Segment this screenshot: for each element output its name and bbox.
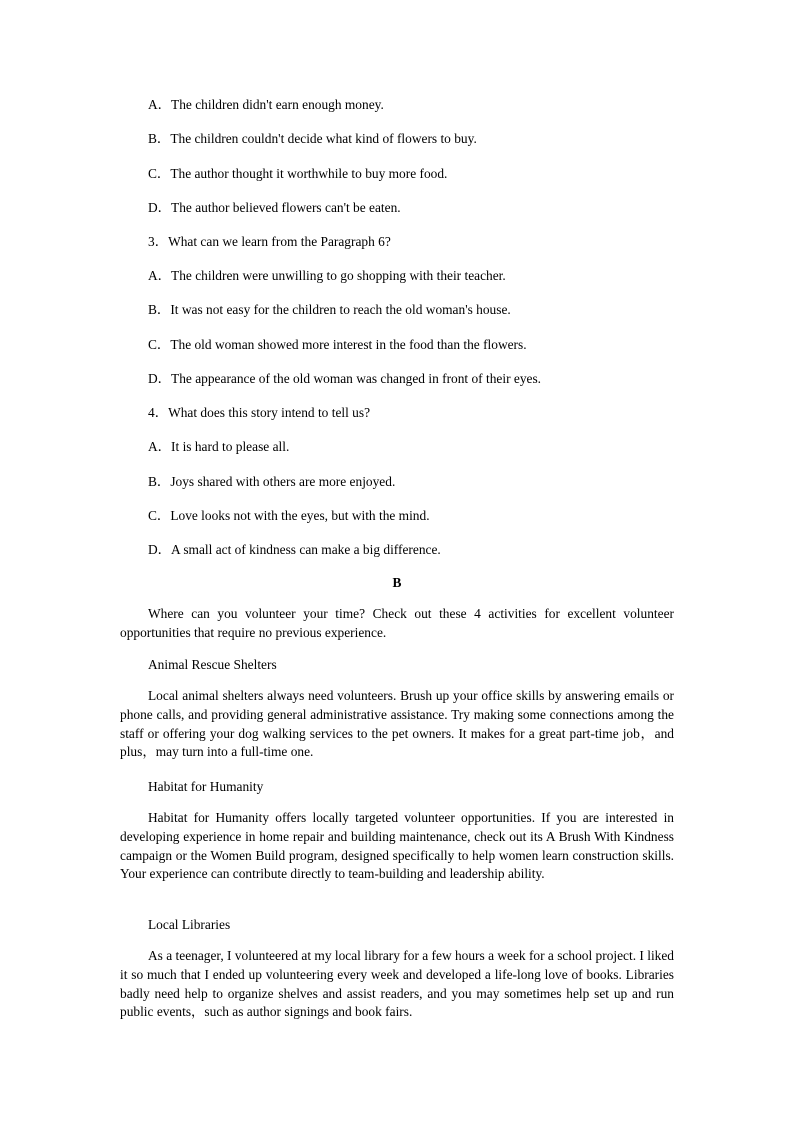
q3-option-b: B．It was not easy for the children to reach the old woman's house.	[148, 302, 511, 317]
q2-option-c: C．The author thought it worthwhile to buy more food.	[148, 166, 448, 181]
q3-question: 3．What can we learn from the Paragraph 6?	[148, 234, 391, 249]
section-b-intro: Where can you volunteer your time? Check out these 4 activities for excellent volunteer opportunities that require no previous experience.	[120, 606, 674, 640]
q4-option-c: C．Love looks not with the eyes, but with the mind.	[148, 508, 430, 523]
animal-shelters-text: Local animal shelters always need volunteers. Brush up your office skills by answering emails or phone calls, and providing general administrative assistance. Try making some connections among the staff or offering your dog walking services to the pet owners. It makes for a great part-time job，and plus，may turn into a full-time one.	[120, 688, 674, 760]
libraries-title: Local Libraries	[148, 917, 231, 932]
q2-option-a: A．The children didn't earn enough money.	[148, 97, 384, 112]
habitat-text: Habitat for Humanity offers locally targeted volunteer opportunities. If you are interested in developing experience in home repair and building maintenance, check out its A Brush With Kindness campaign or the Women Build program, designed specifically to help women learn construction skills. Your experience can contribute directly to team-building and leadership ability.	[120, 810, 674, 882]
q4-question: 4．What does this story intend to tell us?	[148, 405, 371, 420]
section-b-heading: B	[392, 575, 402, 590]
q4-option-a: A．It is hard to please all.	[148, 439, 290, 454]
q3-option-c: C．The old woman showed more interest in the food than the flowers.	[148, 337, 527, 352]
q2-option-b: B．The children couldn't decide what kind of flowers to buy.	[148, 131, 477, 146]
habitat-title: Habitat for Humanity	[148, 779, 264, 794]
libraries-text: As a teenager, I volunteered at my local library for a few hours a week for a school project. I liked it so much that I ended up volunteering every week and developed a life-long love of books. Libraries badly need help to organize shelves and assist readers, and you may sometimes help set up and run public events，such as author signings and book fairs.	[120, 948, 674, 1020]
q3-option-a: A．The children were unwilling to go shopping with their teacher.	[148, 268, 506, 283]
q4-option-b: B．Joys shared with others are more enjoyed.	[148, 474, 396, 489]
q3-option-d: D．The appearance of the old woman was changed in front of their eyes.	[148, 371, 542, 386]
q4-option-d: D．A small act of kindness can make a big difference.	[148, 542, 441, 557]
q2-option-d: D．The author believed flowers can't be eaten.	[148, 200, 401, 215]
animal-shelters-title: Animal Rescue Shelters	[148, 657, 277, 672]
